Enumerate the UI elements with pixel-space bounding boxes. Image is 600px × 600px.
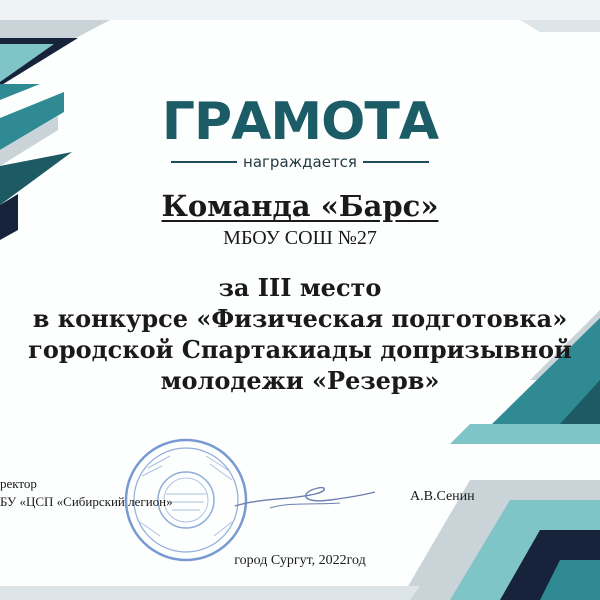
- award-line: в конкурсе «Физическая подготовка»: [32, 304, 568, 333]
- award-line: городской Спартакиады допризывной: [28, 335, 572, 364]
- signatory-position-line2: БУ «ЦСП «Сибирский легион»: [0, 494, 173, 509]
- award-line: за III место: [218, 273, 382, 302]
- awardee-school: МБОУ СОШ №27: [223, 227, 377, 249]
- certificate-footer: город Сургут, 2022год: [234, 553, 366, 568]
- awardee-team: Команда «Барс»: [161, 189, 439, 223]
- handwritten-signature-icon: [230, 478, 380, 518]
- award-text: [0, 272, 600, 396]
- subtitle-row: [0, 153, 600, 171]
- award-line: молодежи «Резерв»: [160, 366, 440, 395]
- subtitle-rule-right: [363, 161, 429, 163]
- signatory-position-line1: ректор: [0, 476, 37, 491]
- certificate-subtitle: награждается: [243, 153, 357, 171]
- certificate-title: ГРАМОТА: [161, 92, 439, 152]
- signatory-name: А.В.Сенин: [410, 489, 475, 504]
- subtitle-rule-left: [171, 161, 237, 163]
